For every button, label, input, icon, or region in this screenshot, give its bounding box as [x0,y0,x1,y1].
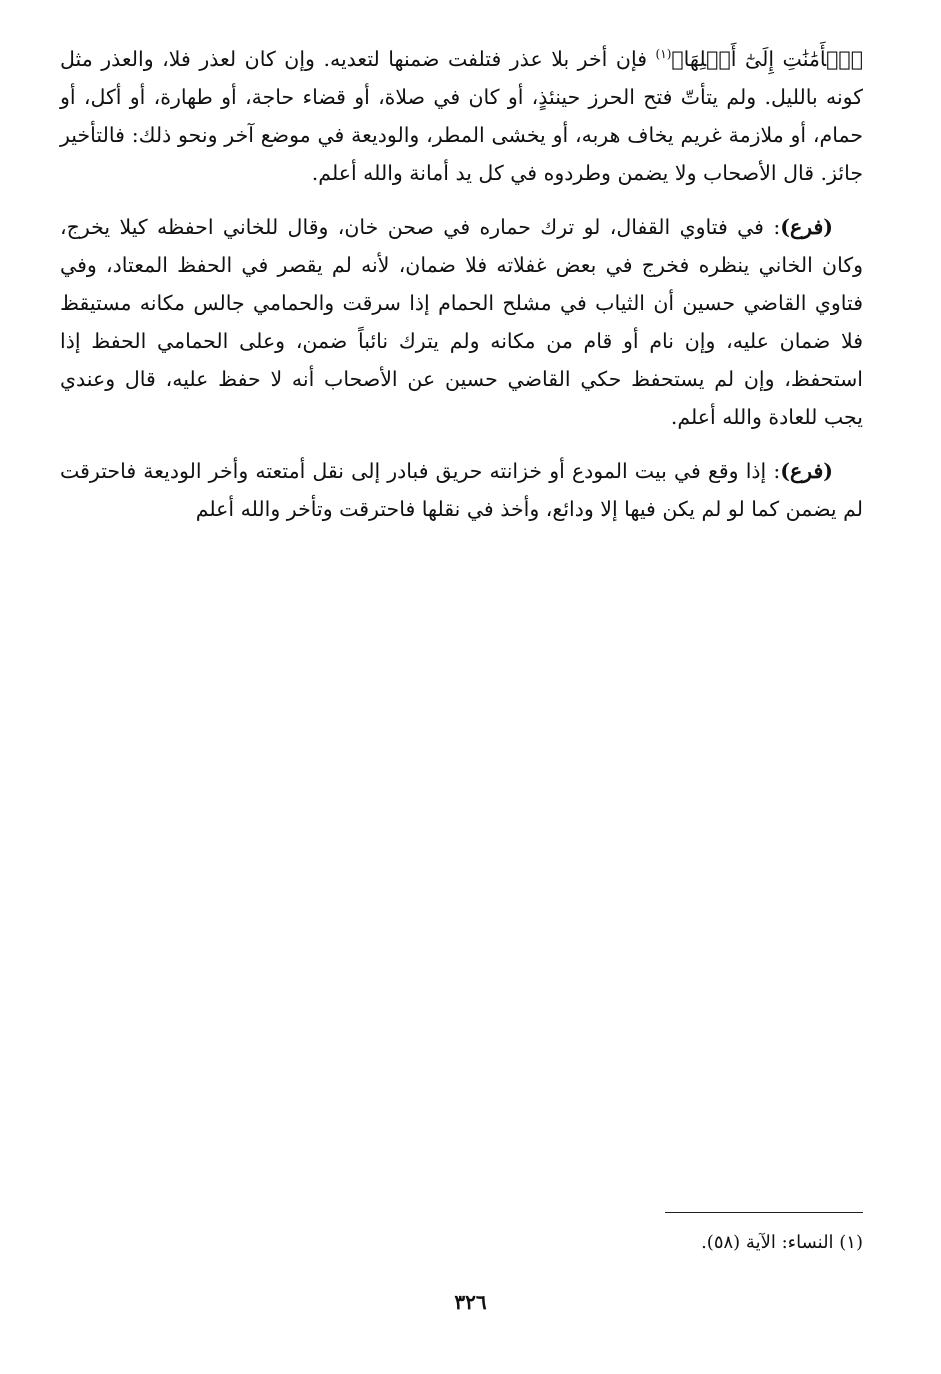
paragraph-1-text: فإن أخر بلا عذر فتلفت ضمنها لتعديه. وإن كان لعذر فلا، والعذر مثل كونه بالليل. ولم يتأتّ فتح الحرز حينئذٍ، أو كان في صلاة، أو قضاء حاجة، أو طهارة، أو أكل، أو حمام، أو ملازمة غريم يخاف هربه، أو يخشى المطر، والوديعة في موضع آخر ونحو ذلك: فالتأخير جائز. قال الأصحاب ولا يضمن وطردوه في كل يد أمانة والله أعلم. [60,47,863,185]
paragraph-1 [60,40,863,192]
footnote-marker: (١) [655,47,672,62]
main-text [60,40,863,544]
paragraph-2-heading: (فرع) [780,215,833,239]
paragraph-2-text: : في فتاوي القفال، لو ترك حماره في صحن خان، وقال للخاني احفظه كيلا يخرج، وكان الخاني ينظره فخرج في بعض غفلاته فلا ضمان، لأنه لم يقصر في الحفظ المعتاد، وفي فتاوي القاضي حسين أن الثياب في مشلح الحمام إذا سرقت والحمامي جالس مكانه مستيقظ فلا ضمان عليه، وإن نام أو قام من مكانه ولم يترك نائباً ضمن، وعلى الحمامي الحفظ إذا استحفظ، وإن لم يستحفظ حكي القاضي حسين عن الأصحاب أنه لا حفظ عليه، قال وعندي يجب للعادة والله أعلم. [60,215,863,429]
paragraph-2 [60,208,863,436]
footnote-divider [665,1212,863,1213]
page-number: ٣٢٦ [454,1290,487,1314]
quran-verse: ٱلۡأَمَٰنَٰتِ إِلَىٰٓ أَهۡلِهَا﴾ [671,47,864,71]
footnote: (١) النساء: الآية (٥٨). [701,1232,863,1253]
paragraph-3-heading: (فرع) [780,459,833,483]
paragraph-3-text: : إذا وقع في بيت المودع أو خزانته حريق فبادر إلى نقل أمتعته وأخر الوديعة فاحترقت لم يضمن كما لو لم يكن فيها إلا ودائع، وأخذ في نقلها فاحترقت وتأخر والله أعلم [60,459,863,521]
paragraph-3 [60,452,863,528]
